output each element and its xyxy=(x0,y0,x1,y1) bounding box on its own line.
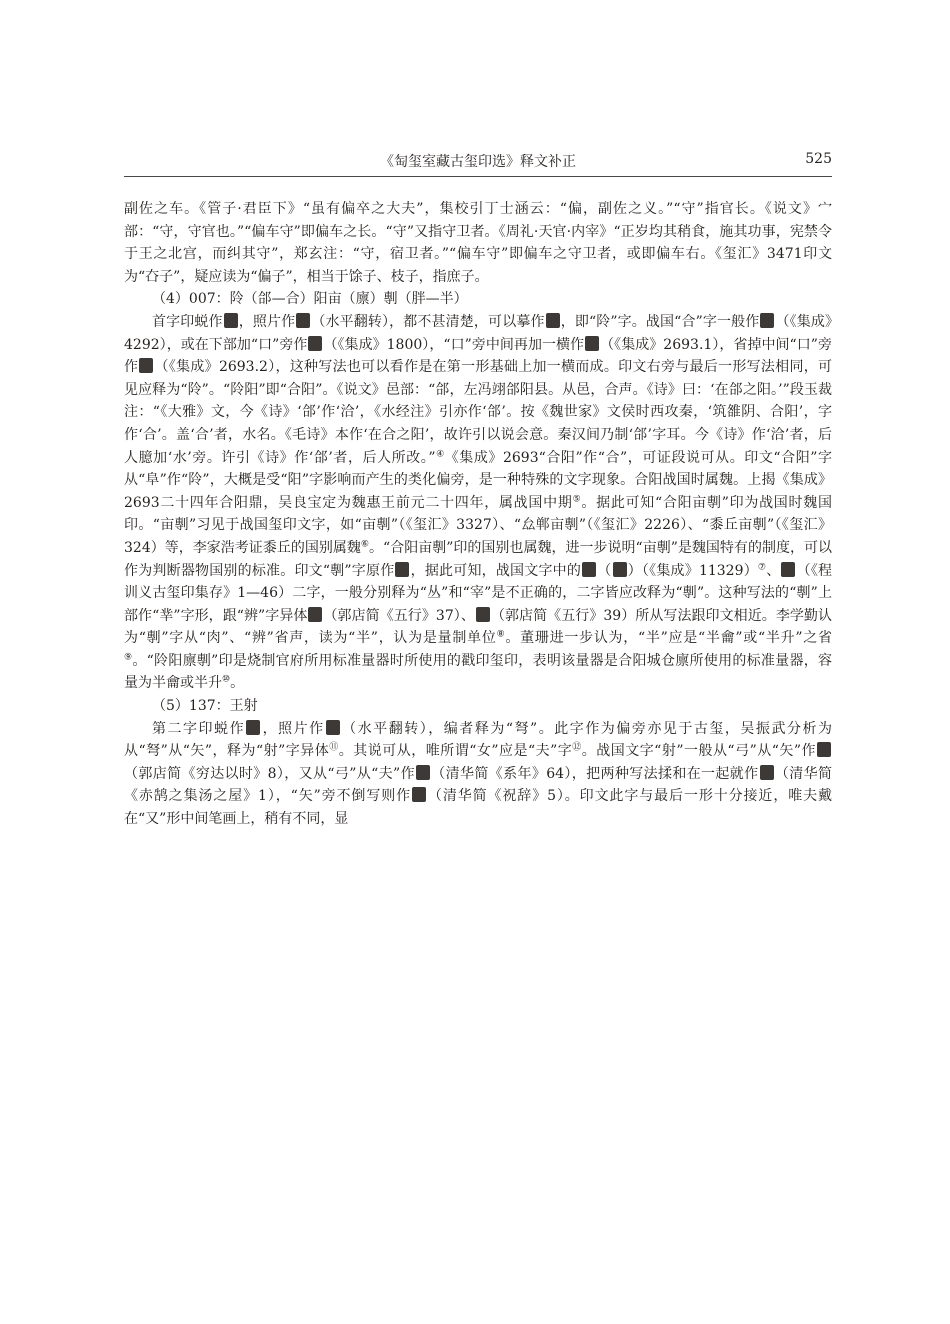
footnote-ref[interactable]: ⑩ xyxy=(222,674,231,685)
running-header xyxy=(124,150,832,176)
footnote-ref[interactable]: ⑨ xyxy=(124,652,133,663)
inline-glyph-image xyxy=(613,562,627,577)
inline-glyph-image xyxy=(224,313,238,328)
inline-glyph-image xyxy=(585,336,599,351)
page-number: 525 xyxy=(805,151,832,167)
footnote-ref[interactable]: ⑦ xyxy=(757,561,767,572)
inline-glyph-image xyxy=(416,765,430,780)
paragraph-continued: 副佐之车。《管子·君臣下》“虽有偏卒之大夫”，集校引丁士涵云：“偏，副佐之义。”“守”指官长。《说文》宀部：“守，守官也。”“偏车守”即偏车之长。“守”又指守卫者。《周礼·天官·内宰》“正岁均其稍食，施其功事，宪禁令于王之北宫，而纠其守”，郑玄注：“守，宿卫者。”“偏车守”即偏车之守卫者，或即偏车右。《玺汇》3471印文为“㚎子”，疑应读为“偏子”，相当于馀子、枝子，指庶子。 xyxy=(124,201,832,285)
running-title: 《匋玺室藏古玺印选》释文补正 xyxy=(380,154,576,170)
inline-glyph-image xyxy=(246,720,260,735)
inline-glyph-image xyxy=(760,313,774,328)
footnote-ref[interactable]: ⑤ xyxy=(572,494,582,505)
footnote-ref[interactable]: ⑫ xyxy=(572,742,582,753)
footnote-ref[interactable]: ⑧ xyxy=(496,629,506,640)
inline-glyph-image xyxy=(308,607,322,622)
inline-glyph-image xyxy=(582,562,596,577)
body-text xyxy=(124,198,832,831)
inline-glyph-image xyxy=(760,765,774,780)
inline-glyph-image xyxy=(139,358,153,373)
inline-glyph-image xyxy=(308,336,322,351)
inline-glyph-image xyxy=(412,787,426,802)
footnote-ref[interactable]: ④ xyxy=(435,448,445,459)
section-heading-5: （5）137：王射 xyxy=(152,698,258,715)
inline-glyph-image xyxy=(326,720,340,735)
inline-glyph-image xyxy=(395,562,409,577)
inline-glyph-image xyxy=(546,313,560,328)
inline-glyph-image xyxy=(781,562,795,577)
paragraph-5-discussion: 第二字印蜕作 ，照片作 （水平翻转），编者释为“弩”。此字作为偏旁亦见于古玺，吴振武分析为从“弩”从“矢”，释为“射”字异体⑪。其说可从，唯所谓“女”应是“夫”字⑫。战国文字“射”一般从“弓”从“矢”作（郭店简《穷达以时》8），又从“弓”从“夫”作 （清华简《系年》64），把两种写法揉和在一起就作 （清华简《赤鹄之集汤之屋》1），“矢”旁不倒写则作 （清华简《祝辞》5）。印文此字与最后一形十分接近，唯夫戴在“又”形中间笔画上，稍有不同，显 xyxy=(124,720,832,828)
section-heading-4: （4）007：阾（郃—合）阳亩（廪）剸（胖—半） xyxy=(152,291,468,308)
footnote-ref[interactable]: ⑪ xyxy=(329,742,339,753)
header-rule xyxy=(124,176,832,177)
inline-glyph-image xyxy=(817,742,831,757)
inline-glyph-image xyxy=(296,313,310,328)
inline-glyph-image xyxy=(476,607,490,622)
paragraph-4-discussion: 首字印蜕作 ，照片作 （水平翻转），都不甚清楚，可以摹作 ，即“阾”字。战国“合”字一般作 （《集成》4292），或在下部加“口”旁作 （《集成》1800），“口”旁中间再加一横作 （《集成》2693.1），省掉中间“口”旁作 （《集成》2693.2），这种写法也可以看作是在第一形基础上加一横而成。印文右旁与最后一形写法相同，可见应释为“阾”。“阾阳”即“合阳”。《说文》邑部：“郃，左冯翊郃阳县。从邑，合声。《诗》曰：‘在郃之阳。’”段玉裁注：“《大雅》文，今《诗》‘郃’作‘洽’，《水经注》引亦作‘郃’。按《魏世家》文侯时西攻秦，‘筑雒阴、合阳’，字作‘合’。盖‘合’者，水名。《毛诗》本作‘在合之阳’，故许引以说会意。秦汉间乃制‘郃’字耳。今《诗》作‘洽’者，后人臆加‘水’旁。许引《诗》作‘郃’者，后人所改。”④《集成》2693“合阳”作“合”，可证段说可从。印文“合阳”字从“阜”作“阾”，大概是受“阳”字影响而产生的类化偏旁，是一种特殊的文字现象。合阳战国时属魏。上揭《集成》2693二十四年合阳鼎，吴良宝定为魏惠王前元二十四年，属战国中期⑤。据此可知“合阳亩剸”印为战国时魏国印。“亩剸”习见于战国玺印文字，如“亩剸”（《玺汇》3327）、“厽郸亩剸”（《玺汇》2226）、“黍丘亩剸”（《玺汇》324）等，李家浩考证黍丘的国别属魏⑥。“合阳亩剸”印的国别也属魏，进一步说明“亩剸”是魏国特有的制度，可以作为判断器物国别的标准。印文“剸”字原作 ，据此可知，战国文字中的 （ ）（《集成》11329）⑦、 （《程训义古玺印集存》1—46）二字，一般分别释为“丛”和“宰”是不正确的，二字皆应改释为“剸”。这种写法的“剸”上部作“丵”字形，跟“辨”字异体 （郭店简《五行》37）、 （郭店简《五行》39）所从写法跟印文相近。李学勤认为“剸”字从“肉”、“辨”省声，读为“半”，认为是量制单位⑧。董珊进一步认为，“半”应是“半龠”或“半升”之省⑨。“阾阳廪剸”印是烧制官府所用标准量器时所使用的戳印玺印，表明该量器是合阳城仓廪所使用的标准量器，容量为半龠或半升⑩。 xyxy=(124,313,833,692)
footnote-ref[interactable]: ⑥ xyxy=(360,539,369,550)
